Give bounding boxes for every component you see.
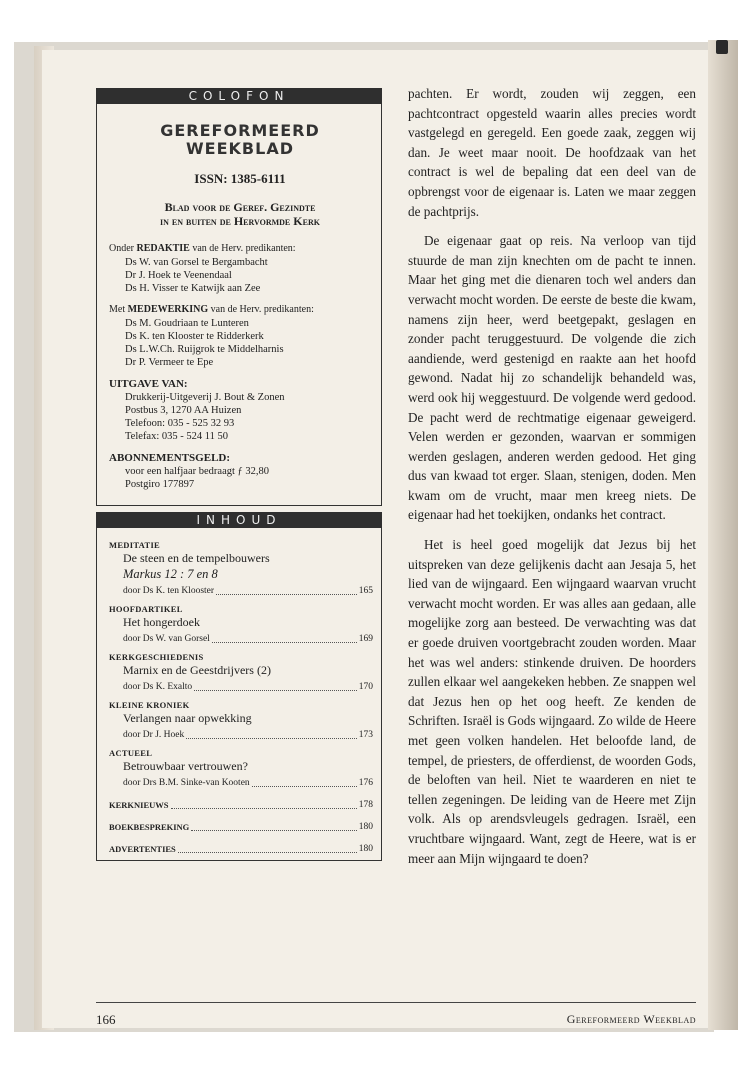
- medewerking-member: Ds M. Goudriaan te Lunteren: [125, 318, 249, 329]
- article-paragraph: De eigenaar gaat op reis. Na verloop van tijd stuurde de man zijn knechten om de pacht te innen. Maar het ging met die dienaren toch wel anders dan verwacht mocht worden. De eerste de beste die kwam, namens zijn heer, werd beetgepakt, geslagen en zonder pacht teruggestuurd. De volgende die zich aandiende, werd gestenigd en raakte aan het hoofd gewond. Nadat hij zo schandelijk behandeld was, werd ook hij weggestuurd. De volgende werd gedood. De pacht werd de rechtmatige eigenaar geweigerd. Velen werden er gezonden, waarvan er sommigen werden geslagen, anderen werden gedood. Het ging dus van kwaad tot erger. Slaan, stenigen, doden. Men kwam om de vrucht, maar men kreeg niets. De eigenaar had het toekijken, ondanks het contract.: [408, 233, 696, 523]
- colofon-box: [96, 104, 382, 506]
- uitgave-line: Postbus 3, 1270 AA Huizen: [125, 405, 242, 416]
- toc-entry: HOOFDARTIKEL Het hongerdoek door Ds W. van Gorsel 169: [109, 604, 373, 644]
- issn: ISSN: 1385-6111: [194, 171, 286, 186]
- inhoud-header: INHOUD: [96, 512, 382, 528]
- bookmark-clip: [716, 40, 728, 54]
- uitgave-section: UITGAVE VAN: Drukkerij-Uitgeverij J. Bout & Zonen Postbus 3, 1270 AA Huizen Telefoon: 035 - 525 32 93 Telefax: 035 - 524 11 50: [109, 377, 371, 443]
- uitgave-line: Drukkerij-Uitgeverij J. Bout & Zonen: [125, 392, 285, 403]
- magazine-title: GEREFORMEERD WEEKBLAD: [160, 121, 320, 158]
- medewerking-member: Ds L.W.Ch. Ruijgrok te Middelharnis: [125, 344, 284, 355]
- colofon-panel: [96, 88, 382, 861]
- medewerking-member: Ds K. ten Klooster te Ridderkerk: [125, 331, 264, 342]
- inhoud-panel: [96, 512, 382, 861]
- uitgave-line: Telefax: 035 - 524 11 50: [125, 431, 228, 442]
- toc-entry-boekbespreking: BOEKBESPREKING 180: [109, 822, 373, 832]
- colofon-header: COLOFON: [96, 88, 382, 104]
- abonnementsgeld-section: ABONNEMENTSGELD: voor een halfjaar bedraagt ƒ 32,80 Postgiro 177897: [109, 451, 371, 491]
- redaktie-member: Ds H. Visser te Katwijk aan Zee: [125, 283, 261, 294]
- redaktie-member: Dr J. Hoek te Veenendaal: [125, 270, 232, 281]
- page-curl: [708, 40, 738, 1030]
- abonnement-line: Postgiro 177897: [125, 479, 195, 490]
- redaktie-member: Ds W. van Gorsel te Bergambacht: [125, 257, 268, 268]
- medewerking-section: Met MEDEWERKING van de Herv. predikanten: Ds M. Goudriaan te Lunteren Ds K. ten Klooster te Ridderkerk Ds L.W.Ch. Ruijgrok te Middelharnis Dr P. Vermeer te Epe: [109, 303, 371, 369]
- magazine-subtitle: Blad voor de Geref. Gezindte in en buiten de Hervormde Kerk: [160, 200, 320, 228]
- toc-entry: KLEINE KRONIEK Verlangen naar opwekking door Dr J. Hoek 173: [109, 700, 373, 740]
- footer-magazine-name: Gereformeerd Weekblad: [566, 1012, 696, 1026]
- article-paragraph: Het is heel goed mogelijk dat Jezus bij het uitspreken van deze gelijkenis dacht aan Jesaja 5, het lied van de wijngaard. Een wijngaard waarvan vrucht verwacht mocht worden. Er was alles aan gedaan, alle mogelijke zorg aan besteed. De verwachting was dat er goede druiven voortgebracht zouden worden. Maar het was wel anders: stinkende druiven. De hoorders zullen elkaar wel aangekeken hebben. Ze snappen wel dat Jezus hen op het oog heeft. Ze kenden de Schriften. Israël is Gods wijngaard. Zo wilde de Heere met geen volken handelen. Het beloofde land, de tempel, de priesters, de offerdienst, de woorden Gods, de beloften van heil. Niet te waarderen en niet te tellen zegeningen. De leiding van de Heere met Zijn volk. Als op arendsvleugels gedragen. Israël, een vruchtbare wijngaard. Want, zegt de Heere, wat is er meer aan Mijn wijngaard te doen?: [408, 537, 696, 866]
- uitgave-line: Telefoon: 035 - 525 32 93: [125, 418, 235, 429]
- toc-entry-kerknieuws: KERKNIEUWS 178: [109, 800, 373, 810]
- toc-entry-advertenties: ADVERTENTIES 180: [109, 844, 373, 854]
- page-number: 166: [96, 1012, 116, 1027]
- article-body: [408, 84, 696, 868]
- redaktie-section: Onder REDAKTIE van de Herv. predikanten: Ds W. van Gorsel te Bergambacht Dr J. Hoek te Veenendaal Ds H. Visser te Katwijk aan Zee: [109, 242, 371, 295]
- article-paragraph: pachten. Er wordt, zouden wij zeggen, een pachtcontract opgesteld waarin alles precies wordt vastgelegd en geregeld. Een goede zaak, zeggen wij dan. Je weet maar nooit. De hoofdzaak van het contract is wel de bepaling dat een deel van de opbrengst voor de eigenaar is. Laten we maar zeggen de pachtprijs.: [408, 86, 696, 219]
- medewerking-member: Dr P. Vermeer te Epe: [125, 357, 214, 368]
- abonnement-line: voor een halfjaar bedraagt ƒ 32,80: [125, 466, 270, 477]
- toc-entry: ACTUEEL Betrouwbaar vertrouwen? door Drs B.M. Sinke-van Kooten 176: [109, 748, 373, 788]
- toc-entry: KERKGESCHIEDENIS Marnix en de Geestdrijvers (2) door Ds K. Exalto 170: [109, 652, 373, 692]
- footer-rule: [96, 1002, 696, 1003]
- toc-entry: MEDITATIE De steen en de tempelbouwers Markus 12 : 7 en 8 door Ds K. ten Klooster 165: [109, 540, 373, 596]
- toc-box: [96, 528, 382, 861]
